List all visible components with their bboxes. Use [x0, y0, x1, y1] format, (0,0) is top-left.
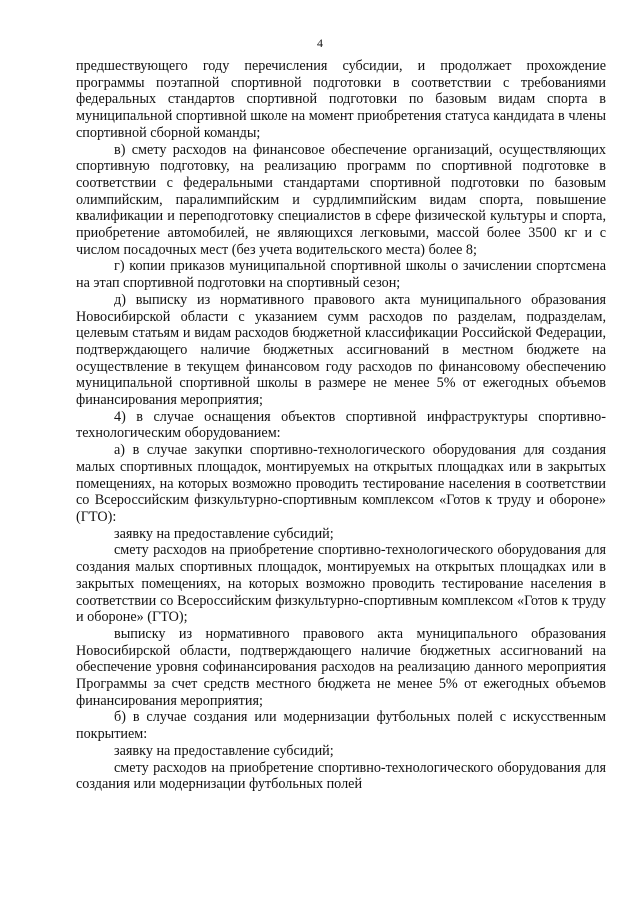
paragraph-item-g: г) копии приказов муниципальной спортивной школы о зачислении спортсмена на этап спортивной подготовки на спортивный сезон;: [76, 258, 606, 292]
paragraph-item-a: а) в случае закупки спортивно-технологического оборудования для создания малых спортивных площадок, монтируемых на открытых площадках или в закрытых помещениях, на которых возможно проводить тестирование населения в соответствии со Всероссийским физкультурно-спортивным комплексом «Готов к труду и обороне» (ГТО):: [76, 442, 606, 525]
paragraph-cost-estimate-2: смету расходов на приобретение спортивно-технологического оборудования для создания или модернизации футбольных полей: [76, 759, 606, 793]
paragraph-application-2: заявку на предоставление субсидий;: [114, 742, 334, 759]
paragraph-item-d: д) выписку из нормативного правового акта муниципального образования Новосибирской области с указанием сумм расходов по разделам, подразделам, целевым статьям и видам расходов бюджетной классификации Российской Федерации, подтверждающего наличие бюджетных ассигнований в местном бюджете на осуществление в текущем финансовом году расходов по финансовому обеспечению муниципальной спортивной школы в размере не менее 5% от ежегодных объемов финансирования мероприятия;: [76, 291, 606, 409]
page-number: 4: [317, 36, 323, 50]
paragraph-item-v: в) смету расходов на финансовое обеспечение организаций, осуществляющих спортивную подготовку, на реализацию программ по спортивной подготовке в соответствии с федеральными стандартами спортивной подготовки по базовым олимпийским, паралимпийским и сурдлимпийским видам спорта, повышение квалификации и переподготовку специалистов в сфере физической культуры и спорта, приобретение автомобилей, не являющихся легковыми, массой более 3500 кг и с числом посадочных мест (без учета водительского места) более 8;: [76, 141, 606, 258]
paragraph-extract: выписку из нормативного правового акта муниципального образования Новосибирской области, подтверждающего наличие бюджетных ассигнований на обеспечение уровня софинансирования расходов на реализацию данного мероприятия Программы за счет средств местного бюджета не менее 5% от ежегодных объемов финансирования мероприятия;: [76, 625, 606, 709]
paragraph-item-4: 4) в случае оснащения объектов спортивной инфраструктуры спортивно-технологическим оборудованием:: [76, 408, 606, 442]
paragraph-continuation: предшествующего году перечисления субсидии, и продолжает прохождение программы поэтапной спортивной подготовки в соответствии с требованиями федеральных стандартов спортивной подготовки по базовым видам спорта в муниципальной спортивной школе на момент приобретения статуса кандидата в члены спортивной сборной команды;: [76, 58, 606, 141]
paragraph-item-b: б) в случае создания или модернизации футбольных полей с искусственным покрытием:: [76, 709, 606, 743]
paragraph-cost-estimate: смету расходов на приобретение спортивно-технологического оборудования для создания малых спортивных площадок, монтируемых на открытых площадках или в закрытых помещениях, на которых возможно проводить тестирование населения в соответствии со Всероссийским физкультурно-спортивным комплексом «Готов к труду и обороне» (ГТО);: [76, 542, 606, 626]
paragraph-application: заявку на предоставление субсидий;: [114, 525, 334, 542]
document-body: [76, 58, 606, 793]
